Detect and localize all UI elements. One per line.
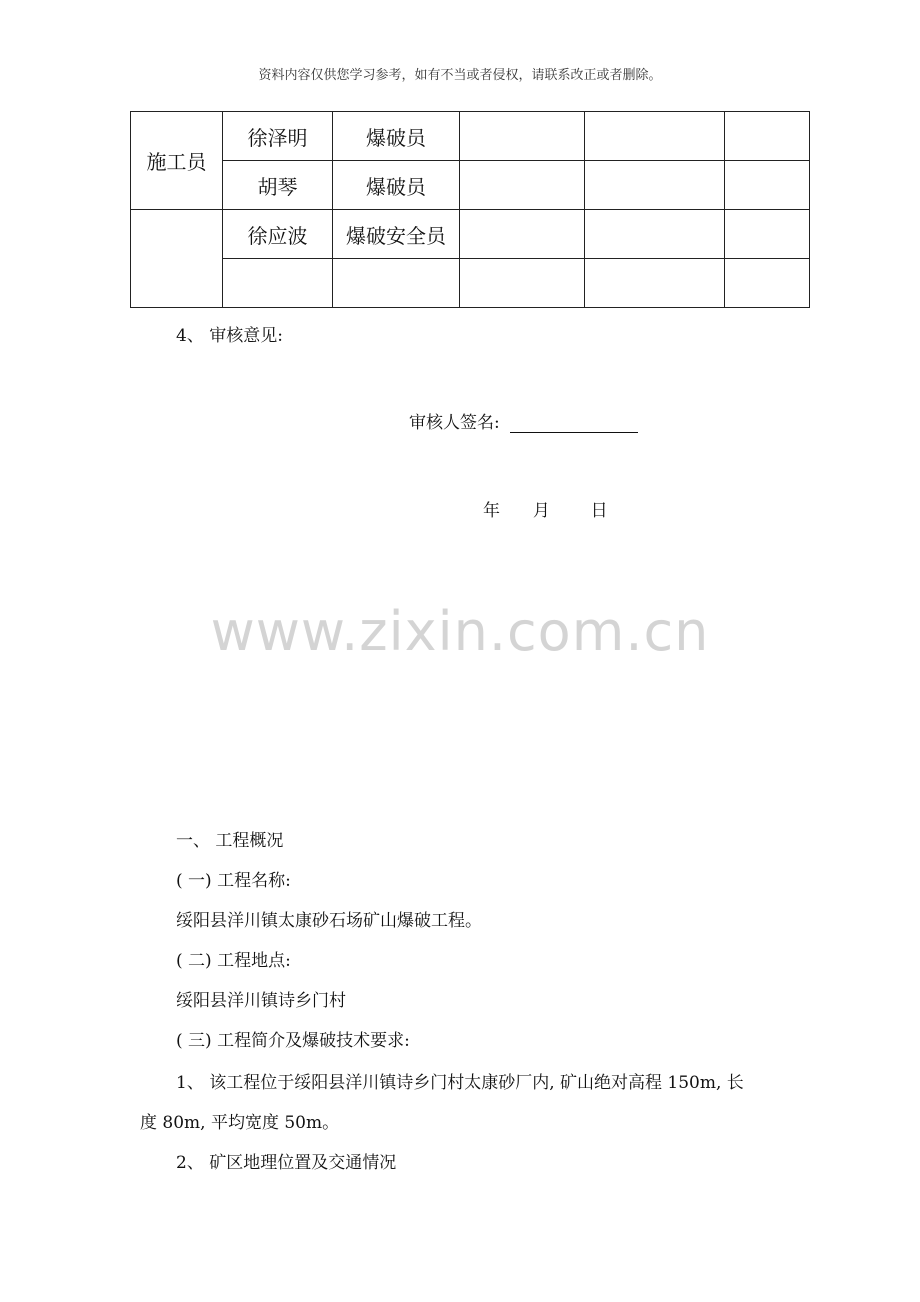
empty-cell xyxy=(460,210,585,259)
staff-table xyxy=(130,111,810,308)
signature-line xyxy=(510,414,638,433)
date-year: 年 xyxy=(483,501,500,521)
paragraph-item1-line1: 1、 该工程位于绥阳县洋川镇诗乡门村太康砂厂内, 矿山绝对高程 150m, 长 xyxy=(176,1073,744,1093)
date-day: 日 xyxy=(590,501,608,521)
role-cell: 爆破员 xyxy=(333,112,460,161)
project-location-label: ( 二) 工程地点: xyxy=(176,951,291,971)
date-row xyxy=(483,496,608,521)
table-row xyxy=(131,210,810,259)
empty-cell xyxy=(725,210,810,259)
empty-cell xyxy=(585,112,725,161)
empty-cell xyxy=(585,210,725,259)
empty-cell xyxy=(725,112,810,161)
table-row xyxy=(131,259,810,308)
project-name-value: 绥阳县洋川镇太康砂石场矿山爆破工程。 xyxy=(176,911,482,931)
name-cell: 徐应波 xyxy=(223,210,333,259)
empty-cell xyxy=(585,161,725,210)
header-disclaimer: 资料内容仅供您学习参考，如有不当或者侵权，请联系改正或者删除。 xyxy=(258,68,662,83)
paragraph-item2: 2、 矿区地理位置及交通情况 xyxy=(176,1153,397,1173)
empty-cell xyxy=(460,112,585,161)
signature-row xyxy=(409,408,638,433)
group-label-cell: 施工员 xyxy=(131,112,223,210)
empty-cell xyxy=(725,259,810,308)
role-cell: 爆破安全员 xyxy=(333,210,460,259)
name-cell xyxy=(223,259,333,308)
project-name-label: ( 一) 工程名称: xyxy=(176,871,291,891)
review-heading: 4、 审核意见: xyxy=(176,326,283,346)
paragraph-item1-line2: 度 80m, 平均宽度 50m。 xyxy=(140,1113,340,1133)
project-location-value: 绥阳县洋川镇诗乡门村 xyxy=(176,991,346,1011)
empty-cell xyxy=(460,161,585,210)
empty-cell xyxy=(725,161,810,210)
table-row xyxy=(131,112,810,161)
signer-label: 审核人签名: xyxy=(409,413,500,433)
project-intro-label: ( 三) 工程简介及爆破技术要求: xyxy=(176,1031,410,1051)
role-cell: 爆破员 xyxy=(333,161,460,210)
empty-cell xyxy=(585,259,725,308)
group-label-cell-empty xyxy=(131,210,223,308)
section-heading: 一、 工程概况 xyxy=(176,831,284,851)
name-cell: 徐泽明 xyxy=(223,112,333,161)
name-cell: 胡琴 xyxy=(223,161,333,210)
role-cell xyxy=(333,259,460,308)
watermark: www.zixin.com.cn xyxy=(210,600,710,663)
table-row xyxy=(131,161,810,210)
empty-cell xyxy=(460,259,585,308)
date-month: 月 xyxy=(532,501,550,521)
